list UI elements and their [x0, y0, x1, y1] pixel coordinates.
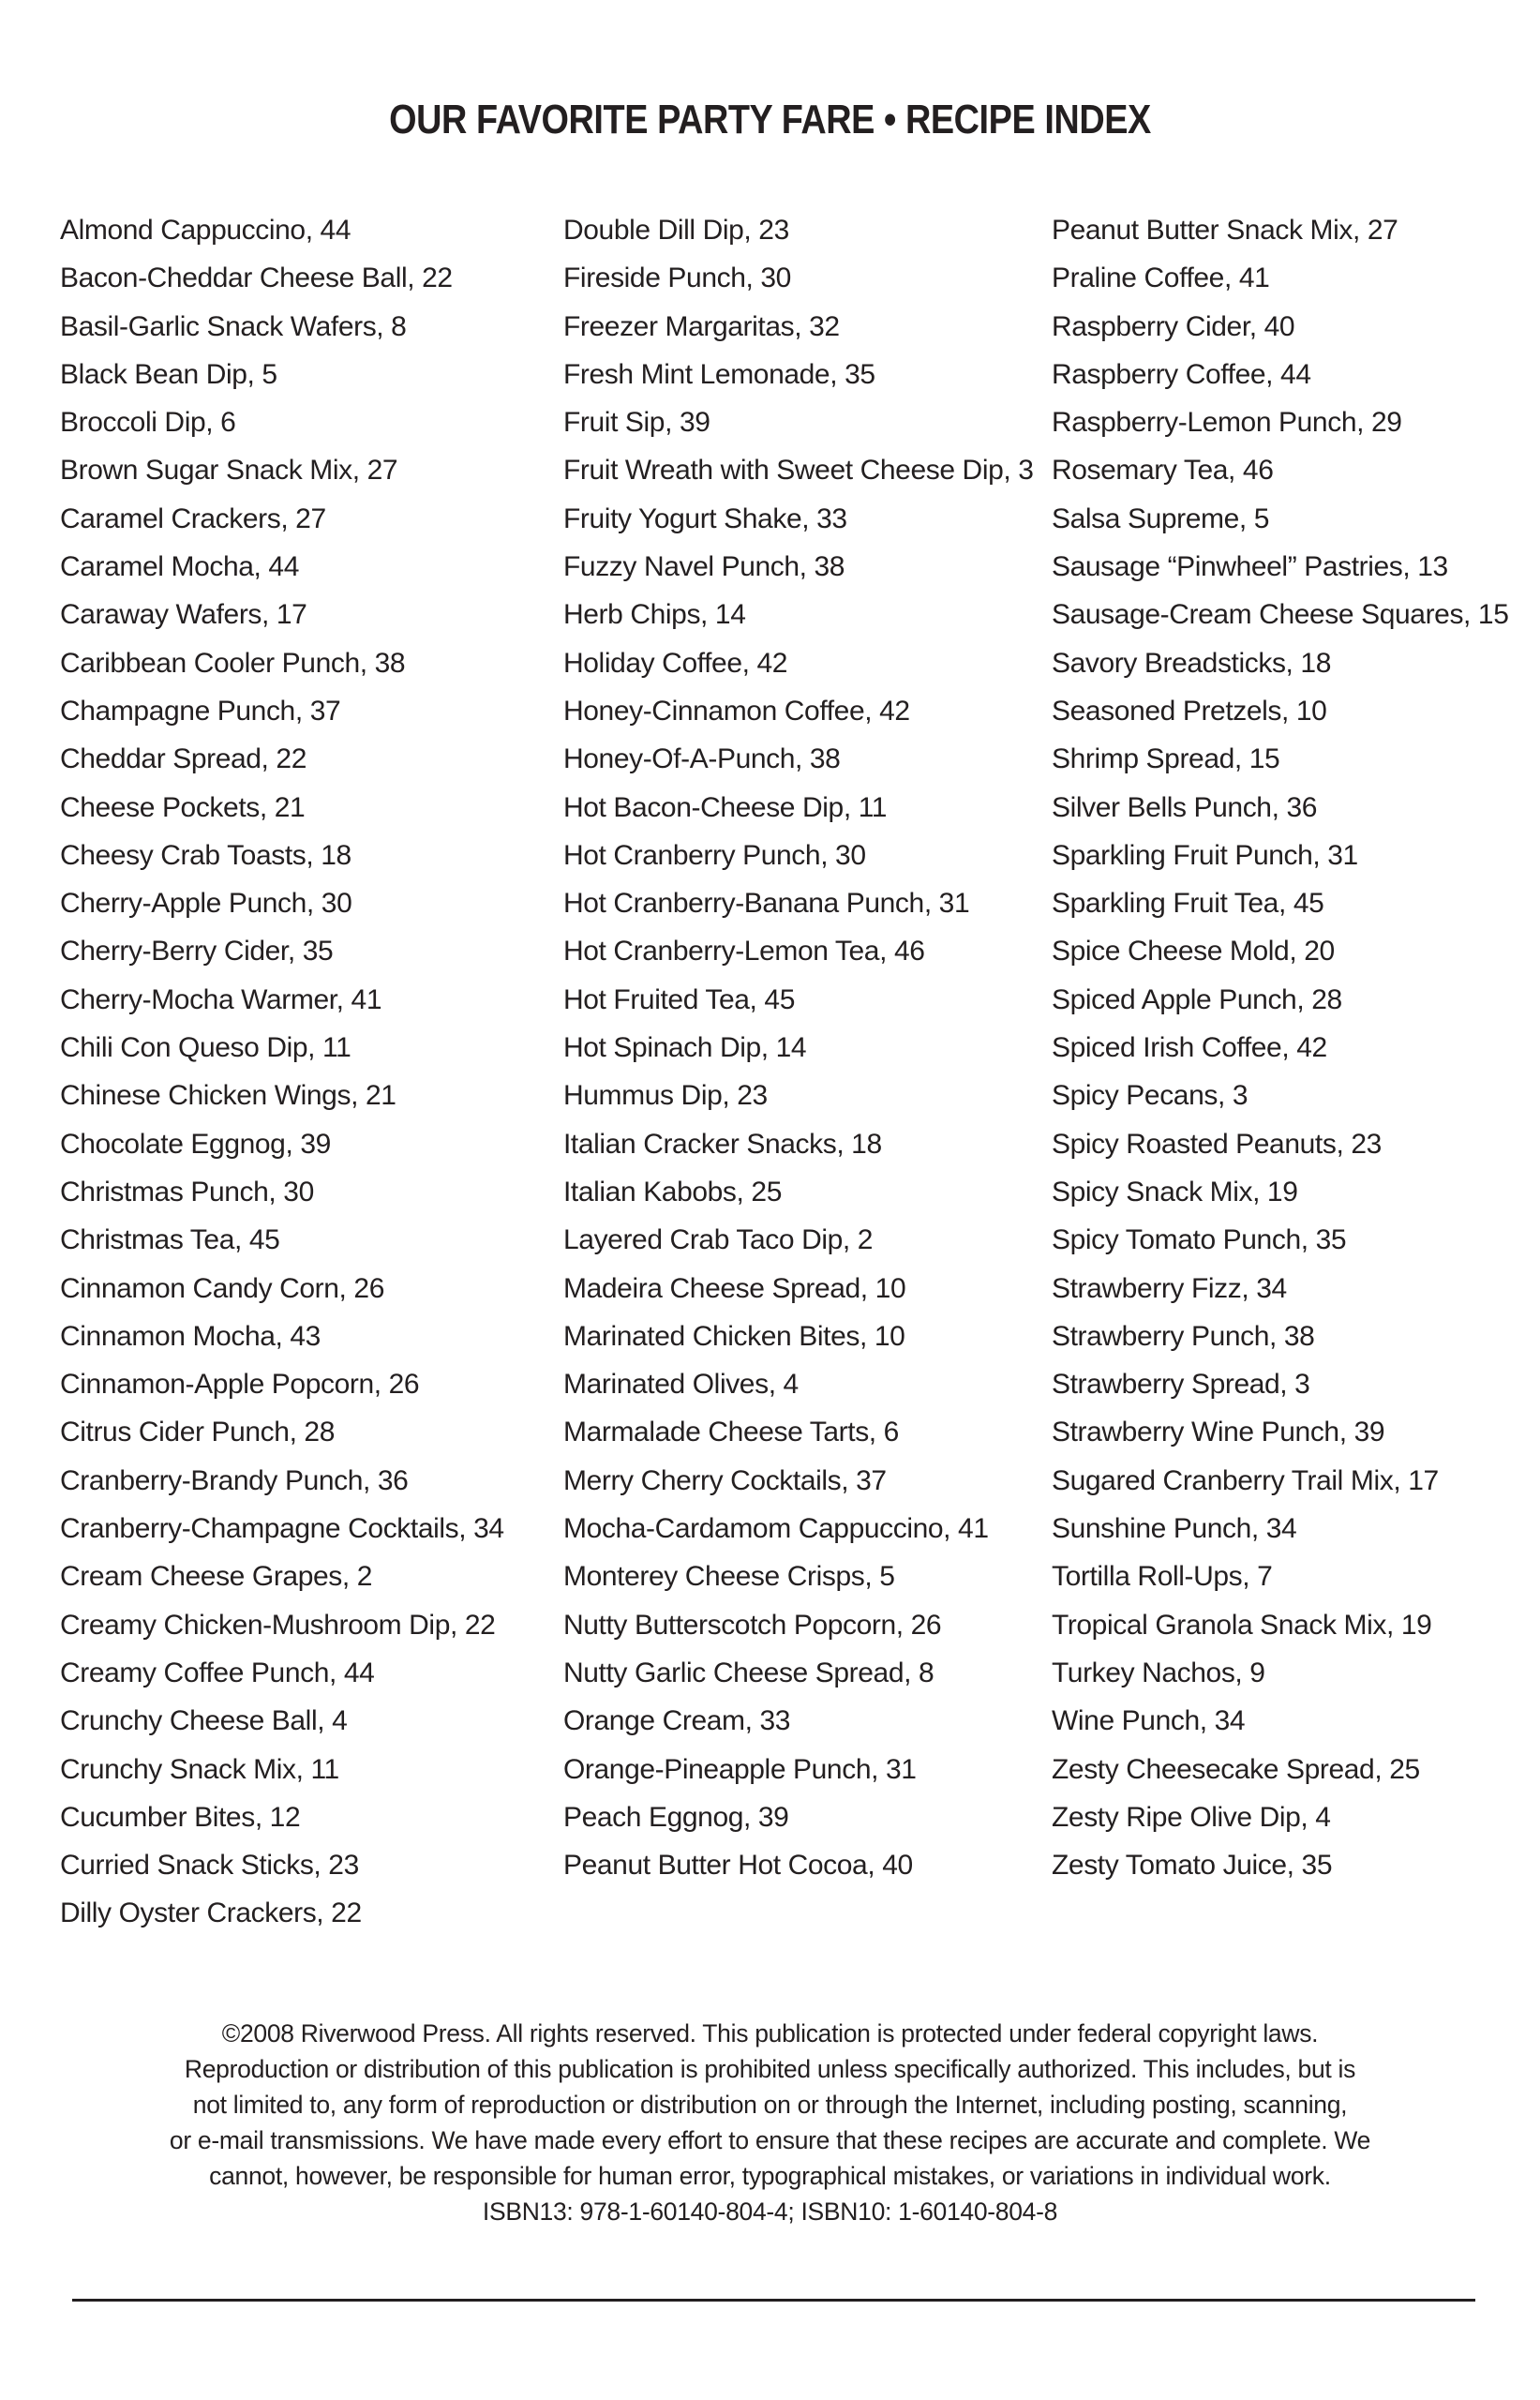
index-entry: Fruity Yogurt Shake, 33: [563, 502, 847, 534]
index-entry: Fruit Sip, 39: [563, 407, 710, 439]
index-column-1: [60, 206, 547, 1938]
page-title-text: OUR FAVORITE PARTY FARE • RECIPE INDEX: [389, 97, 1151, 142]
index-entry: Madeira Cheese Spread, 10: [563, 1272, 906, 1304]
index-entry: Caribbean Cooler Punch, 38: [60, 647, 406, 679]
index-entry: Hot Cranberry-Lemon Tea, 46: [563, 936, 925, 968]
index-entry: Nutty Garlic Cheese Spread, 8: [563, 1657, 934, 1688]
index-entry: Cinnamon Candy Corn, 26: [60, 1272, 384, 1304]
index-entry: Sparkling Fruit Punch, 31: [1052, 839, 1358, 871]
index-entry: Spiced Irish Coffee, 42: [1052, 1032, 1327, 1064]
index-entry: Cheddar Spread, 22: [60, 743, 307, 775]
index-entry: Italian Kabobs, 25: [563, 1176, 782, 1208]
index-entry: Hot Bacon-Cheese Dip, 11: [563, 791, 888, 823]
index-entry: Turkey Nachos, 9: [1052, 1657, 1265, 1688]
index-entry: Zesty Cheesecake Spread, 25: [1052, 1753, 1420, 1785]
index-entry: Caramel Mocha, 44: [60, 551, 299, 583]
index-entry: Dilly Oyster Crackers, 22: [60, 1898, 362, 1929]
index-entry: Savory Breadsticks, 18: [1052, 647, 1331, 679]
index-entry: Spicy Snack Mix, 19: [1052, 1176, 1298, 1208]
index-entry: Cream Cheese Grapes, 2: [60, 1561, 373, 1593]
index-column-2: [563, 206, 1046, 1889]
index-entry: Hot Fruited Tea, 45: [563, 983, 795, 1015]
index-entry: Creamy Coffee Punch, 44: [60, 1657, 375, 1688]
index-entry: Spicy Tomato Punch, 35: [1052, 1224, 1347, 1256]
index-entry: Italian Cracker Snacks, 18: [563, 1128, 882, 1160]
index-entry: Crunchy Snack Mix, 11: [60, 1753, 339, 1785]
index-entry: Fresh Mint Lemonade, 35: [563, 358, 875, 390]
index-entry: Spice Cheese Mold, 20: [1052, 936, 1335, 968]
footer-line: cannot, however, be responsible for human error, typographical mistakes, or variations in individual work.: [209, 2162, 1331, 2190]
index-entry: Chinese Chicken Wings, 21: [60, 1080, 396, 1112]
index-entry: Citrus Cider Punch, 28: [60, 1417, 336, 1448]
index-entry: Raspberry Coffee, 44: [1052, 358, 1311, 390]
index-entry: Cranberry-Champagne Cocktails, 34: [60, 1513, 504, 1545]
index-entry: Basil-Garlic Snack Wafers, 8: [60, 310, 407, 342]
index-entry: Brown Sugar Snack Mix, 27: [60, 455, 398, 487]
index-entry: Cheesy Crab Toasts, 18: [60, 839, 351, 871]
index-entry: Sausage-Cream Cheese Squares, 15: [1052, 599, 1509, 631]
index-entry: Marinated Chicken Bites, 10: [563, 1320, 905, 1352]
index-entry: Sunshine Punch, 34: [1052, 1513, 1297, 1545]
index-entry: Cucumber Bites, 12: [60, 1801, 301, 1833]
index-entry: Crunchy Cheese Ball, 4: [60, 1705, 348, 1737]
index-entry: Spicy Pecans, 3: [1052, 1080, 1248, 1112]
index-entry: Hummus Dip, 23: [563, 1080, 768, 1112]
index-entry: Shrimp Spread, 15: [1052, 743, 1280, 775]
index-entry: Seasoned Pretzels, 10: [1052, 695, 1327, 727]
footer-line: not limited to, any form of reproduction or distribution on or through the Internet, including posting, scanning,: [192, 2091, 1348, 2119]
footer-line: ©2008 Riverwood Press. All rights reserved. This publication is protected under federal copyright laws.: [221, 2019, 1319, 2048]
index-entry: Sausage “Pinwheel” Pastries, 13: [1052, 551, 1448, 583]
index-entry: Spiced Apple Punch, 28: [1052, 983, 1342, 1015]
index-entry: Zesty Ripe Olive Dip, 4: [1052, 1801, 1331, 1833]
index-entry: Spicy Roasted Peanuts, 23: [1052, 1128, 1382, 1160]
index-entry: Zesty Tomato Juice, 35: [1052, 1850, 1333, 1882]
index-entry: Merry Cherry Cocktails, 37: [563, 1464, 887, 1496]
index-entry: Raspberry Cider, 40: [1052, 310, 1295, 342]
index-entry: Orange Cream, 33: [563, 1705, 791, 1737]
index-entry: Peanut Butter Snack Mix, 27: [1052, 215, 1398, 246]
index-entry: Orange-Pineapple Punch, 31: [563, 1753, 917, 1785]
index-entry: Marmalade Cheese Tarts, 6: [563, 1417, 899, 1448]
index-entry: Strawberry Spread, 3: [1052, 1369, 1310, 1401]
footer-line: or e-mail transmissions. We have made every effort to ensure that these recipes are accurate and complete. We: [169, 2126, 1371, 2154]
index-entry: Marinated Olives, 4: [563, 1369, 799, 1401]
index-entry: Tropical Granola Snack Mix, 19: [1052, 1609, 1432, 1641]
index-entry: Layered Crab Taco Dip, 2: [563, 1224, 874, 1256]
index-entry: Praline Coffee, 41: [1052, 262, 1270, 294]
index-entry: Caramel Crackers, 27: [60, 502, 326, 534]
copyright-notice: [56, 2016, 1484, 2229]
index-entry: Cherry-Apple Punch, 30: [60, 888, 352, 920]
index-entry: Hot Cranberry-Banana Punch, 31: [563, 888, 970, 920]
index-entry: Curried Snack Sticks, 23: [60, 1850, 359, 1882]
index-entry: Creamy Chicken-Mushroom Dip, 22: [60, 1609, 496, 1641]
index-entry: Strawberry Fizz, 34: [1052, 1272, 1287, 1304]
index-entry: Fruit Wreath with Sweet Cheese Dip, 3: [563, 455, 1034, 487]
index-entry: Hot Spinach Dip, 14: [563, 1032, 807, 1064]
index-entry: Honey-Cinnamon Coffee, 42: [563, 695, 910, 727]
index-entry: Herb Chips, 14: [563, 599, 746, 631]
index-entry: Sugared Cranberry Trail Mix, 17: [1052, 1464, 1439, 1496]
index-entry: Cheese Pockets, 21: [60, 791, 306, 823]
index-entry: Cinnamon-Apple Popcorn, 26: [60, 1369, 420, 1401]
index-entry: Mocha-Cardamom Cappuccino, 41: [563, 1513, 989, 1545]
index-entry: Peanut Butter Hot Cocoa, 40: [563, 1850, 913, 1882]
index-entry: Peach Eggnog, 39: [563, 1801, 789, 1833]
index-entry: Hot Cranberry Punch, 30: [563, 839, 866, 871]
index-entry: Bacon-Cheddar Cheese Ball, 22: [60, 262, 453, 294]
index-column-3: [1052, 206, 1540, 1889]
index-entry: Nutty Butterscotch Popcorn, 26: [563, 1609, 942, 1641]
index-entry: Christmas Tea, 45: [60, 1224, 280, 1256]
index-entry: Tortilla Roll-Ups, 7: [1052, 1561, 1273, 1593]
index-entry: Chocolate Eggnog, 39: [60, 1128, 331, 1160]
index-entry: Silver Bells Punch, 36: [1052, 791, 1318, 823]
bottom-divider: [72, 2299, 1475, 2302]
index-entry: Double Dill Dip, 23: [563, 215, 789, 246]
index-entry: Monterey Cheese Crisps, 5: [563, 1561, 895, 1593]
index-entry: Christmas Punch, 30: [60, 1176, 314, 1208]
index-entry: Broccoli Dip, 6: [60, 407, 236, 439]
index-entry: Fireside Punch, 30: [563, 262, 791, 294]
index-entry: Champagne Punch, 37: [60, 695, 341, 727]
index-entry: Rosemary Tea, 46: [1052, 455, 1274, 487]
index-entry: Freezer Margaritas, 32: [563, 310, 840, 342]
index-entry: Black Bean Dip, 5: [60, 358, 277, 390]
index-entry: Caraway Wafers, 17: [60, 599, 307, 631]
index-entry: Honey-Of-A-Punch, 38: [563, 743, 841, 775]
index-entry: Cinnamon Mocha, 43: [60, 1320, 321, 1352]
index-entry: Strawberry Punch, 38: [1052, 1320, 1315, 1352]
index-entry: Strawberry Wine Punch, 39: [1052, 1417, 1385, 1448]
page-title: [0, 92, 1540, 148]
index-entry: Holiday Coffee, 42: [563, 647, 788, 679]
index-entry: Salsa Supreme, 5: [1052, 502, 1270, 534]
isbn-line: ISBN13: 978-1-60140-804-4; ISBN10: 1-60140-804-8: [482, 2198, 1058, 2226]
index-entry: Wine Punch, 34: [1052, 1705, 1246, 1737]
footer-line: Reproduction or distribution of this publication is prohibited unless specifically authorized. This includes, but is: [184, 2055, 1356, 2083]
index-entry: Sparkling Fruit Tea, 45: [1052, 888, 1324, 920]
index-entry: Cherry-Berry Cider, 35: [60, 936, 334, 968]
index-entry: Almond Cappuccino, 44: [60, 215, 351, 246]
index-entry: Cranberry-Brandy Punch, 36: [60, 1464, 409, 1496]
index-entry: Raspberry-Lemon Punch, 29: [1052, 407, 1402, 439]
index-entry: Chili Con Queso Dip, 11: [60, 1032, 351, 1064]
index-entry: Fuzzy Navel Punch, 38: [563, 551, 845, 583]
index-entry: Cherry-Mocha Warmer, 41: [60, 983, 382, 1015]
